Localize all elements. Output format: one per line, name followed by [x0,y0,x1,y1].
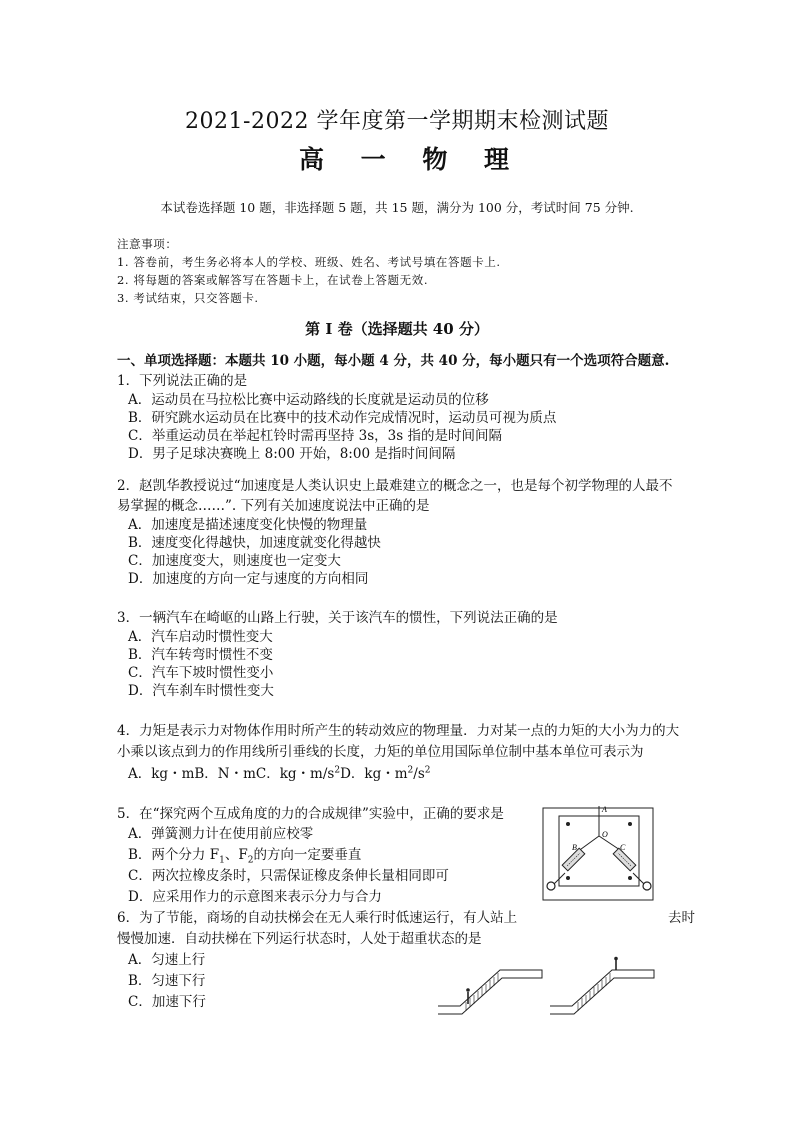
figure-label: O [602,830,608,839]
figure-label: B [572,843,577,852]
question-6-option-a: A．匀速上行 [128,952,206,968]
question-4-stem-cont: 小乘以该点到力的作用线所引垂线的长度，力矩的单位用国际单位制中基本单位可表示为 [117,744,644,760]
option-b-tail: 的方向一定要垂直 [253,847,362,863]
question-1-option-b: B．研究跳水运动员在比赛中的技术动作完成情况时，运动员可视为质点 [128,410,557,426]
question-5-option-c: C．两次拉橡皮条时，只需保证橡皮条伸长量相同即可 [128,868,449,884]
question-2-option-a: A．加速度是描述速度变化快慢的物理量 [128,517,368,533]
question-6-option-c: C．加速下行 [128,994,206,1010]
subscript: 2 [247,855,254,866]
subject-title: 高 一 物 理 [298,145,524,174]
option-b-text: B．两个分力 F [128,847,220,863]
part-heading: 一、单项选择题：本题共 10 小题，每小题 4 分，共 40 分，每小题只有一个选项符合题意. [117,353,670,369]
question-3-stem: 3．一辆汽车在崎岖的山路上行驶，关于该汽车的惯性，下列说法正确的是 [117,610,558,626]
force-board-figure [541,804,656,904]
question-6-stem-end: 去时 [668,910,695,926]
question-4-option-d: D．kg・m [340,766,408,782]
question-1-option-d: D．男子足球决赛晚上 8:00 开始，8:00 是指时间间隔 [128,446,456,462]
escalator-right [550,957,654,1014]
question-1-stem: 1．下列说法正确的是 [117,373,248,389]
question-6-stem-cont: 慢慢加速．自动扶梯在下列运行状态时，人处于超重状态的是 [117,931,482,947]
question-3-option-b: B．汽车转弯时惯性不变 [128,647,273,663]
question-5-option-b [128,843,361,866]
question-3-option-c: C．汽车下坡时惯性变小 [128,665,274,681]
question-4-options [128,762,430,782]
note-item: 2. 将每题的答案或解答写在答题卡上，在试卷上答题无效. [117,273,429,287]
question-6-option-b: B．匀速下行 [128,973,206,989]
notes-heading: 注意事项： [117,237,178,251]
subscript: 1 [219,855,225,866]
question-3-option-a: A．汽车启动时惯性变大 [128,629,273,645]
escalator-figures [436,956,656,1020]
question-5-option-a: A．弹簧测力计在使用前应校零 [128,826,314,842]
question-6-stem: 6．为了节能，商场的自动扶梯会在无人乘行时低速运行，有人站上 [117,910,518,926]
superscript: 2 [407,765,414,776]
question-1-option-c: C．举重运动员在举起杠铃时需再坚持 3s，3s 指的是时间间隔 [128,428,502,444]
superscript: 2 [334,765,341,776]
exam-intro: 本试卷选择题 10 题，非选择题 5 题，共 15 题，满分为 100 分，考试时间 75 分钟. [160,200,634,215]
question-2-option-d: D．加速度的方向一定与速度的方向相同 [128,571,369,587]
escalator-left [438,970,542,1014]
question-4-options-abc: A．kg・mB．N・mC．kg・m/s [128,766,335,782]
unit-text: /s [413,766,425,782]
question-2-stem-cont: 易掌握的概念……”. 下列有关加速度说法中正确的是 [117,498,430,514]
question-1-option-a: A．运动员在马拉松比赛中运动路线的长度就是运动员的位移 [128,392,489,408]
question-2-option-c: C．加速度变大，则速度也一定变大 [128,553,341,569]
superscript: 2 [424,765,431,776]
question-2-option-b: B．速度变化得越快，加速度就变化得越快 [128,535,381,551]
note-item: 3. 考试结束，只交答题卡. [117,291,259,305]
note-item: 1. 答卷前，考生务必将本人的学校、班级、姓名、考试号填在答题卡上. [117,255,501,269]
question-3-option-d: D．汽车刹车时惯性变大 [128,683,274,699]
figure-label: A [602,805,607,814]
question-5-option-d: D．应采用作力的示意图来表示分力与合力 [128,889,382,905]
question-5-stem: 5．在“探究两个互成角度的力的合成规律”实验中，正确的要求是 [117,806,504,822]
exam-title: 2021-2022 学年度第一学期期末检测试题 [185,109,609,134]
section-title: 第 I 卷（选择题共 40 分） [305,320,489,338]
option-b-mid: 、F [224,847,248,863]
figure-label: C [620,843,626,852]
question-2-stem: 2．赵凯华教授说过“加速度是人类认识史上最难建立的概念之一，也是每个初学物理的人最不 [117,478,673,494]
question-4-stem: 4．力矩是表示力对物体作用时所产生的转动效应的物理量．力对某一点的力矩的大小为力的大 [117,723,680,739]
